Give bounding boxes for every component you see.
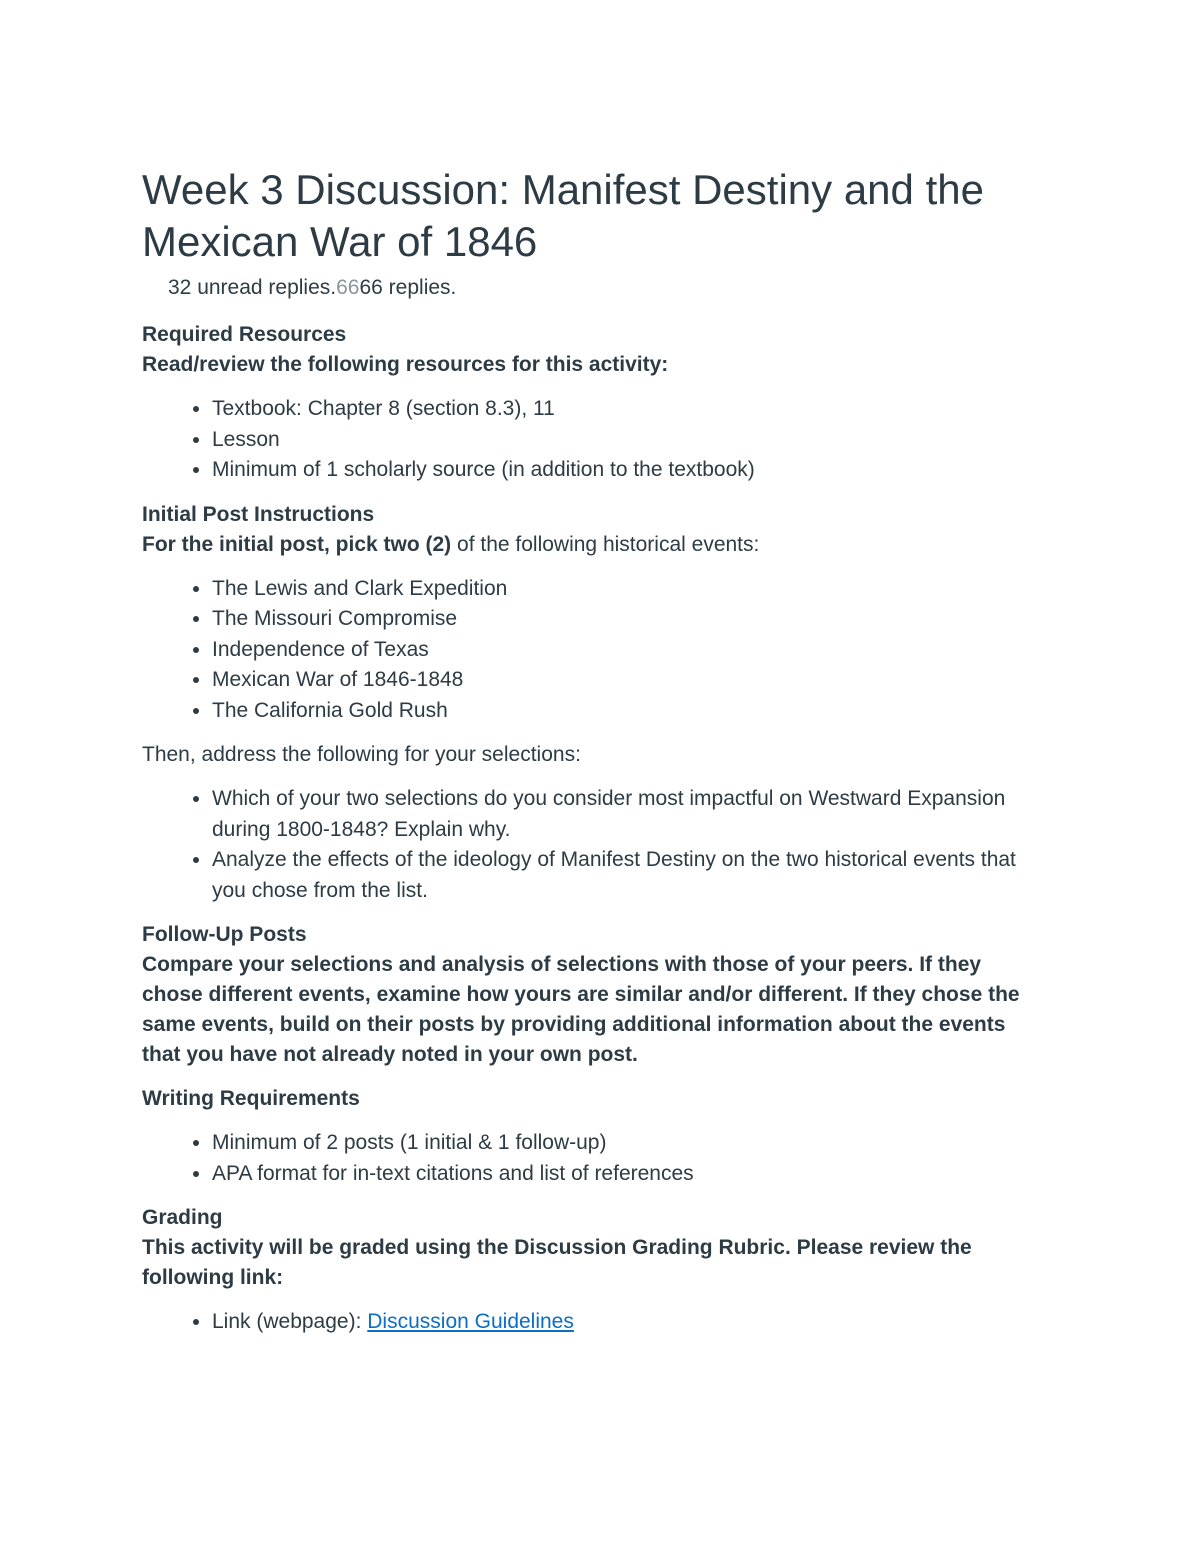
events-list: [142, 574, 1042, 727]
list-item: • Independence of Texas: [212, 635, 1042, 666]
list-item: [212, 1307, 1042, 1338]
list-item: • Minimum of 2 posts (1 initial & 1 follow-up): [212, 1128, 1042, 1159]
required-resources-section: [142, 320, 1042, 486]
follow-up-section: [142, 920, 1042, 1070]
reply-count: 66 replies.: [359, 276, 457, 299]
grading-heading: Grading: [142, 1206, 223, 1229]
writing-section: [142, 1084, 1042, 1189]
initial-post-subheading: [142, 530, 1042, 560]
writing-list: [142, 1128, 1042, 1189]
discussion-guidelines-link[interactable]: Discussion Guidelines: [367, 1310, 574, 1333]
required-resources-heading: Required Resources: [142, 323, 347, 346]
page-title: Week 3 Discussion: Manifest Destiny and the Mexican War of 1846: [142, 166, 984, 265]
list-item: • Analyze the effects of the ideology of Manifest Destiny on the two historical events that you chose from the list.: [212, 845, 1042, 906]
list-item: • Minimum of 1 scholarly source (in addition to the textbook): [212, 455, 1042, 486]
list-item: • Which of your two selections do you consider most impactful on Westward Expansion during 1800-1848? Explain why.: [212, 784, 1042, 845]
list-item: • Lesson: [212, 425, 1042, 456]
grading-list: [142, 1307, 1042, 1338]
list-item: • The California Gold Rush: [212, 696, 1042, 727]
resources-list: [142, 394, 1042, 486]
discussion-page: [142, 164, 1042, 1352]
list-item: • The Missouri Compromise: [212, 604, 1042, 635]
initial-post-sub-bold: For the initial post, pick two (2): [142, 532, 452, 556]
list-item: • Textbook: Chapter 8 (section 8.3), 11: [212, 394, 1042, 425]
grading-body: This activity will be graded using the Discussion Grading Rubric. Please review the following link:: [142, 1236, 972, 1289]
follow-up-heading: Follow-Up Posts: [142, 923, 307, 946]
initial-post-sub-plain: of the following historical events:: [451, 532, 760, 556]
reply-counts: [168, 274, 1042, 302]
initial-post-section: [142, 500, 1042, 907]
writing-heading: Writing Requirements: [142, 1087, 360, 1110]
list-item: • Mexican War of 1846-1848: [212, 665, 1042, 696]
list-item: • The Lewis and Clark Expedition: [212, 574, 1042, 605]
then-instruction: Then, address the following for your selections:: [142, 743, 581, 766]
initial-post-heading: Initial Post Instructions: [142, 502, 375, 526]
follow-up-body: Compare your selections and analysis of selections with those of your peers. If they chose different events, examine how yours are similar and/or different. If they chose the same events, build on their posts by providing additional information about the events that you have not already noted in your own post.: [142, 953, 1020, 1066]
link-prefix: Link (webpage):: [212, 1310, 368, 1333]
list-item: • APA format for in-text citations and list of references: [212, 1159, 1042, 1190]
required-resources-subheading: Read/review the following resources for this activity:: [142, 353, 669, 376]
hidden-count: 66: [336, 276, 360, 299]
questions-list: [142, 784, 1042, 906]
unread-count: 32 unread replies.: [168, 276, 337, 299]
grading-section: [142, 1203, 1042, 1338]
